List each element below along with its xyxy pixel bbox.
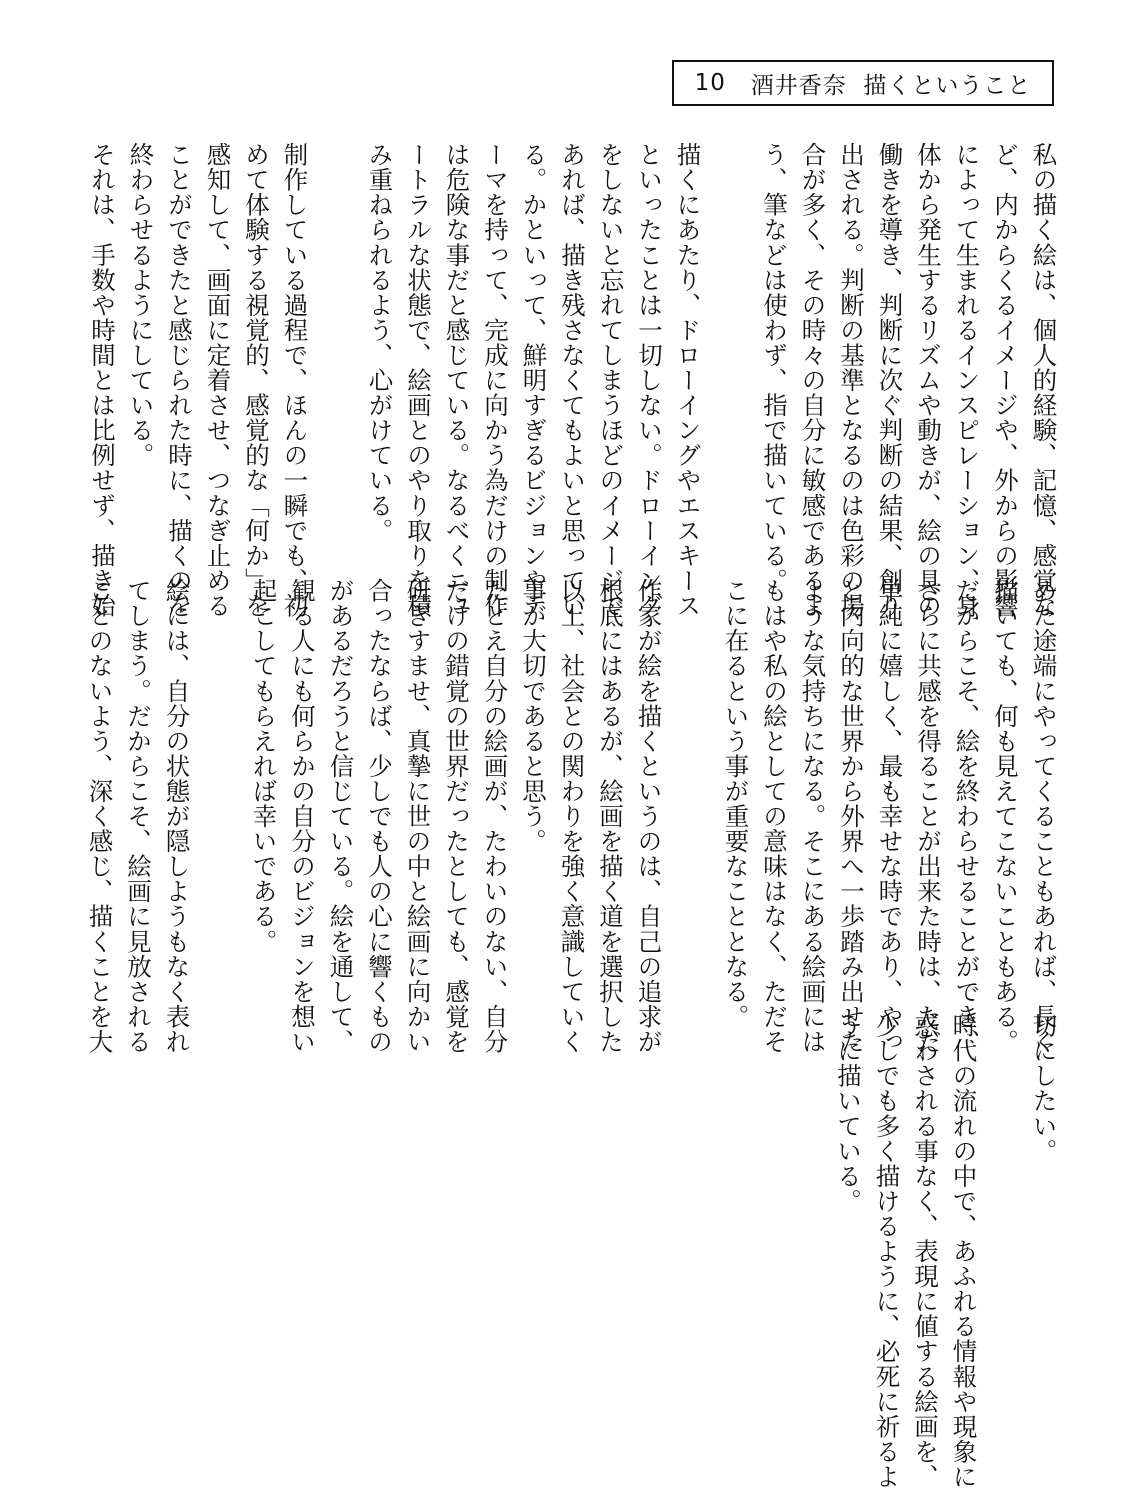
text-column: 事が大切であると思う。 bbox=[519, 578, 548, 854]
article-title: 描くということ bbox=[863, 72, 1032, 99]
text-column: こに在るという事が重要なこととなる。 bbox=[721, 578, 751, 1029]
text-column: 私の描く絵は、個人的経験、記憶、感覚な bbox=[1029, 142, 1059, 618]
text-column: 研ぎすませ、真摯に世の中と絵画に向かい bbox=[403, 578, 433, 1054]
text-column: といったことは一切しない。ドローイング bbox=[635, 142, 664, 618]
text-column: ことのないよう、深く感じ、描くことを大 bbox=[85, 578, 115, 1054]
text-column: 惑わされる事なく、表現に値する絵画を、 bbox=[911, 1013, 940, 1489]
text-column: 描いても、何も見えてこないこともある。 bbox=[991, 578, 1020, 1054]
text-column: それは、手数や時間とは比例せず、描き始 bbox=[88, 142, 117, 618]
text-column: 根底にはあるが、絵画を描く道を選択した bbox=[596, 578, 625, 1054]
text-column: たとえ自分の絵画が、たわいのない、自分 bbox=[480, 578, 510, 1054]
text-column: 合が多く、その時々の自分に敏感であるよ bbox=[798, 142, 828, 618]
text-column: 以上、社会との関わりを強く意識していく bbox=[557, 578, 587, 1054]
text-column: 感知して、画面に定着させ、つなぎ止める bbox=[203, 142, 233, 618]
text-column: 時代の流れの中で、あふれる情報や現象に bbox=[949, 1013, 979, 1489]
text-column: ような気持ちになる。そこにある絵画には bbox=[798, 578, 828, 1054]
text-column: 切にしたい。 bbox=[1029, 1013, 1059, 1164]
text-column: と内向的な世界から外界へ一歩踏み出せた bbox=[837, 578, 866, 1054]
text-column: てしまう。だからこそ、絵画に見放される bbox=[124, 578, 153, 1054]
text-column: 終わらせるようにしている。 bbox=[126, 142, 156, 468]
text-column: うに描いている。 bbox=[834, 1013, 863, 1214]
text-column: ートラルな状態で、絵画とのやり取りを積 bbox=[404, 142, 433, 618]
text-column: 少しでも多く描けるように、必死に祈るよ bbox=[872, 1013, 902, 1489]
text-column: う、筆などは使わず、指で描いている。 bbox=[760, 142, 789, 593]
text-column: があるだろうと信じている。絵を通して、 bbox=[326, 578, 356, 1054]
text-column: だけの錯覚の世界だったとしても、感覚を bbox=[442, 578, 471, 1054]
text-column: は危険な事だと感じている。なるべくニュ bbox=[442, 142, 472, 618]
article-number: 10 bbox=[694, 70, 726, 96]
text-column: 絵には、自分の状態が隠しようもなく表れ bbox=[162, 578, 192, 1054]
text-column: る。かといって、鮮明すぎるビジョンやテ bbox=[519, 142, 549, 618]
text-column: だからこそ、絵を終わらせることができ、 bbox=[952, 578, 982, 1054]
text-column: めて体験する視覚的、感覚的な「何か」を bbox=[242, 142, 271, 618]
text-column: ど、内からくるイメージや、外からの影響 bbox=[991, 142, 1020, 618]
author-name: 酒井香奈 bbox=[750, 72, 847, 99]
text-column: あれば、描き残さなくてもよいと思ってい bbox=[558, 142, 587, 618]
text-column: 制作している過程で、ほんの一瞬でも、初 bbox=[280, 142, 310, 618]
text-column: 体から発生するリズムや動きが、絵の具の bbox=[914, 142, 943, 618]
text-column: 描くにあたり、ドローイングやエスキース bbox=[673, 142, 703, 618]
text-column: 働きを導き、判断に次ぐ判断の結果、創り bbox=[875, 142, 905, 618]
text-column: をしないと忘れてしまうほどのイメージで bbox=[596, 142, 626, 618]
text-column: 合ったならば、少しでも人の心に響くもの bbox=[365, 578, 394, 1054]
text-column: 起こしてもらえれば幸いである。 bbox=[249, 578, 279, 954]
text-column: ーマを持って、完成に向かう為だけの制作 bbox=[481, 142, 510, 618]
text-column: 出される。判断の基準となるのは色彩の場 bbox=[837, 142, 866, 618]
text-column: 作家が絵を描くというのは、自己の追求が bbox=[634, 578, 664, 1054]
text-column: 単純に嬉しく、最も幸せな時であり、やっ bbox=[875, 578, 905, 1054]
text-column: めた途端にやってくることもあれば、長く bbox=[1029, 578, 1059, 1054]
article-header bbox=[672, 60, 1054, 106]
text-column: によって生まれるインスピレーション、身 bbox=[952, 142, 982, 618]
text-column: み重ねられるよう、心がけている。 bbox=[365, 142, 395, 543]
text-column: さらに共感を得ることが出来た時は、ただ bbox=[914, 578, 943, 1054]
text-column: ことができたと感じられた時に、描くのを bbox=[165, 142, 194, 618]
text-column: もはや私の絵としての意味はなく、ただそ bbox=[760, 578, 789, 1054]
text-column: 観る人にも何らかの自分のビジョンを想い bbox=[288, 578, 317, 1054]
